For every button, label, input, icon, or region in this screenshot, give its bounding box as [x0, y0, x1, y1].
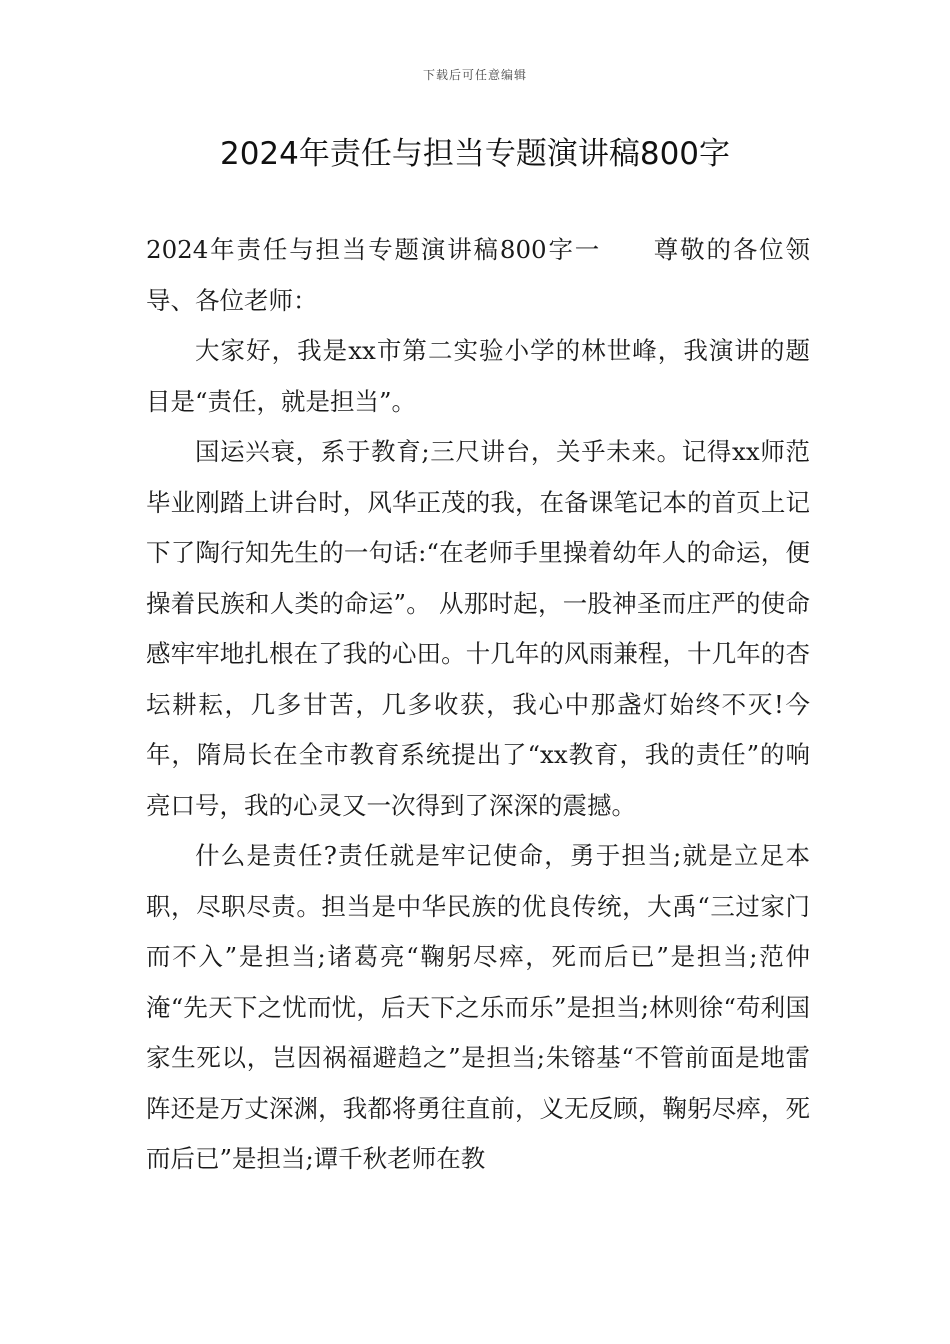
header-note: 下载后可任意编辑	[422, 68, 527, 82]
document-body	[146, 225, 810, 1185]
paragraph-introduction: 大家好，我是xx市第二实验小学的林世峰，我演讲的题目是“责任，就是担当”。	[146, 336, 810, 416]
paragraph-opening: 2024年责任与担当专题演讲稿800字一 尊敬的各位领导、各位老师：	[146, 235, 810, 315]
paragraph-education: 国运兴衰，系于教育;三尺讲台，关乎未来。记得xx师范毕业刚踏上讲台时，风华正茂的我，在备课笔记本的首页上记下了陶行知先生的一句话:“在老师手里操着幼年人的命运，便操着民族和人类的命运”。 从那时起，一股神圣而庄严的使命感牢牢地扎根在了我的心田。十几年的风雨兼程，十几年的杏坛耕耘，几多甘苦，几多收获，我心中那盏灯始终不灭!今年，隋局长在全市教育系统提出了“xx教育，我的责任”的响亮口号，我的心灵又一次得到了深深的震撼。	[146, 437, 810, 820]
document-title: 2024年责任与担当专题演讲稿800字	[219, 136, 731, 172]
paragraph-responsibility: 什么是责任?责任就是牢记使命，勇于担当;就是立足本职，尽职尽责。担当是中华民族的优良传统，大禹“三过家门而不入”是担当;诸葛亮“鞠躬尽瘁，死而后已”是担当;范仲淹“先天下之忧而忧，后天下之乐而乐”是担当;林则徐“苟利国家生死以，岂因祸福避趋之”是担当;朱镕基“不管前面是地雷阵还是万丈深渊，我都将勇往直前，义无反顾，鞠躬尽瘁，死而后已”是担当;谭千秋老师在教	[146, 841, 810, 1173]
